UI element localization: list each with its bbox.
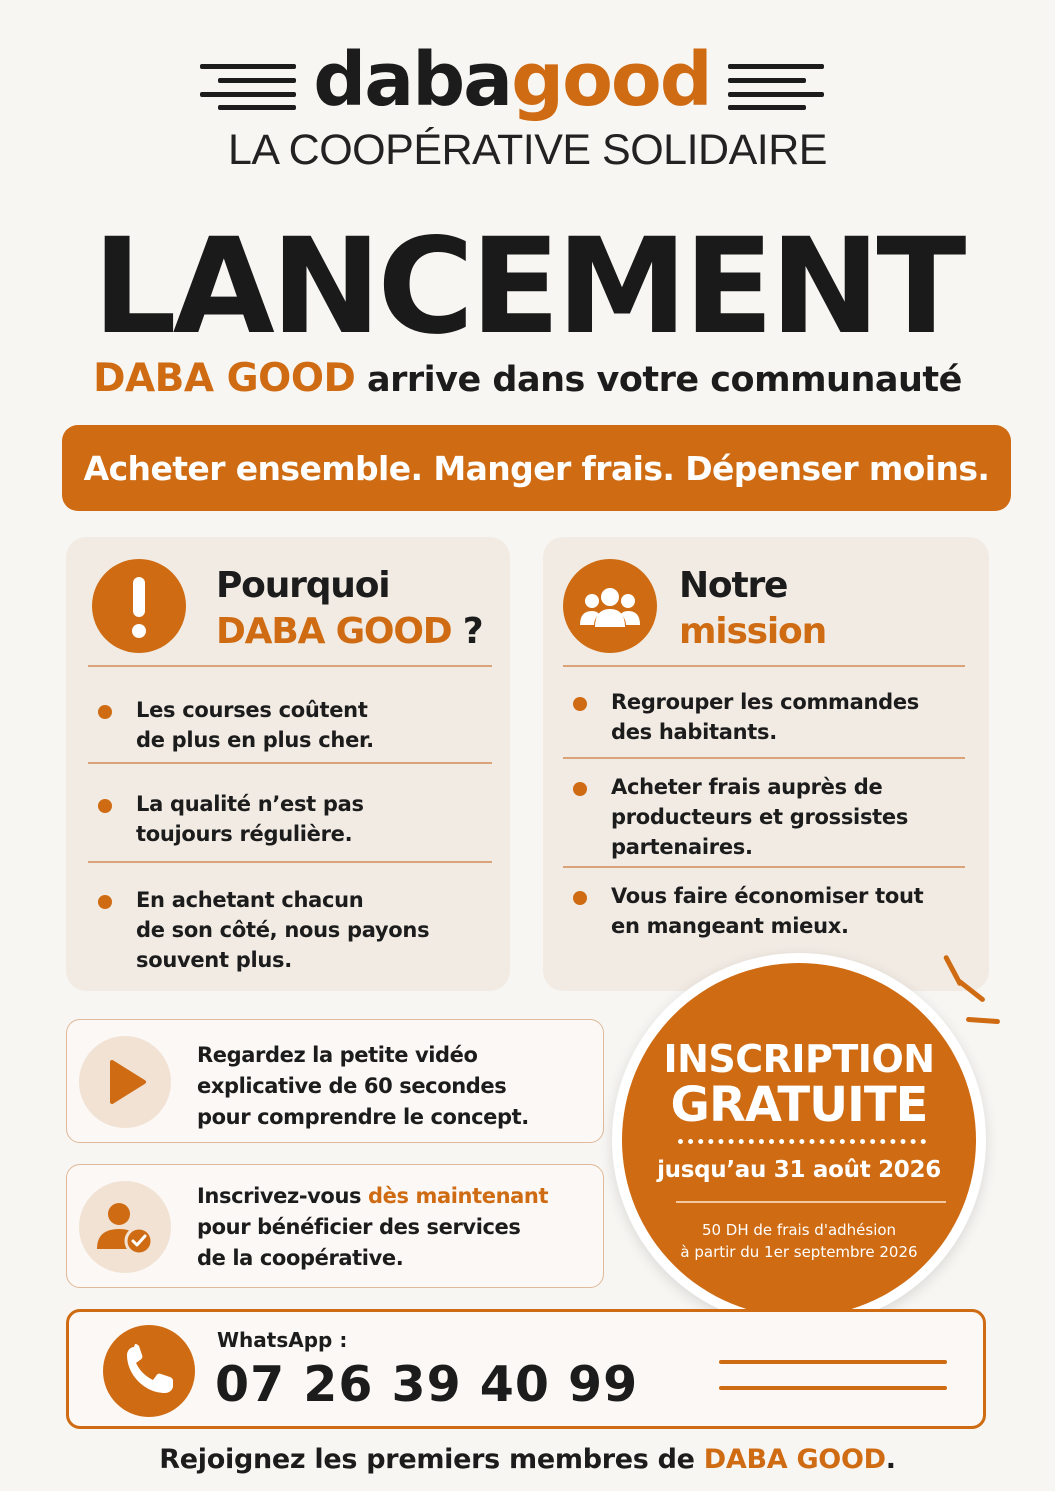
group-icon — [563, 559, 657, 653]
signup-highlight: dès maintenant — [368, 1184, 549, 1208]
phone-number[interactable]: 07 26 39 40 99 — [215, 1356, 639, 1413]
mission-item-1-line1: Regrouper les commandes — [611, 690, 920, 714]
footer-end: . — [885, 1444, 896, 1475]
divider — [563, 665, 965, 667]
badge-deadline: jusqu’au 31 août 2026 — [657, 1157, 941, 1183]
user-check-icon — [79, 1181, 171, 1273]
list-item — [563, 881, 965, 945]
divider — [88, 665, 492, 667]
why-title — [216, 563, 482, 655]
exclamation-icon — [92, 559, 186, 653]
divider — [676, 1201, 946, 1203]
whatsapp-label: WhatsApp : — [217, 1328, 348, 1352]
logo-part-daba: daba — [313, 37, 512, 123]
decorative-line — [719, 1386, 947, 1390]
badge-note — [622, 1219, 976, 1263]
bullet-dot — [573, 782, 587, 796]
video-line1: Regardez la petite vidéo — [197, 1043, 478, 1067]
subheadline-brand: DABA GOOD — [93, 356, 356, 401]
play-icon[interactable] — [79, 1036, 171, 1128]
why-title-mark: ? — [451, 611, 483, 652]
why-card — [66, 537, 510, 991]
badge-line2: GRATUITE — [670, 1077, 928, 1133]
mission-item-3-line2: en mangeant mieux. — [611, 914, 849, 938]
signup-line1: Inscrivez-vous — [197, 1184, 369, 1208]
bullet-dot — [98, 799, 112, 813]
why-item-1-line1: Les courses coûtent — [136, 698, 368, 722]
logo-speed-lines-left — [200, 64, 296, 110]
mission-item-2-line1: Acheter frais auprès de — [611, 775, 883, 799]
video-line2: explicative de 60 secondes — [197, 1074, 507, 1098]
footer-cta — [0, 1444, 1055, 1475]
subheadline-text: arrive dans votre communauté — [355, 360, 962, 400]
why-item-3-line3: souvent plus. — [136, 948, 292, 972]
mission-item-1-line2: des habitants. — [611, 720, 777, 744]
free-registration-badge — [612, 953, 986, 1327]
list-item — [88, 695, 492, 759]
list-item — [88, 789, 492, 853]
headline: LANCEMENT — [92, 210, 963, 364]
why-item-2-line1: La qualité n’est pas — [136, 792, 364, 816]
mission-item-2-line2: producteurs et grossistes — [611, 805, 909, 829]
bullet-dot — [573, 891, 587, 905]
signup-callout — [66, 1164, 604, 1288]
mission-title-line2: mission — [679, 611, 827, 652]
bullet-dot — [98, 705, 112, 719]
list-item — [563, 772, 965, 868]
signup-text — [197, 1181, 597, 1274]
why-item-3-line1: En achetant chacun — [136, 888, 364, 912]
mission-item-2-line3: partenaires. — [611, 835, 753, 859]
phone-icon[interactable] — [103, 1325, 195, 1417]
why-item-3-line2: de son côté, nous payons — [136, 918, 430, 942]
logo-part-good: good — [511, 37, 711, 123]
why-item-1-line2: de plus en plus cher. — [136, 728, 374, 752]
mission-card — [543, 537, 989, 991]
logo-wordmark — [300, 38, 724, 122]
signup-line3: de la coopérative. — [197, 1246, 404, 1270]
footer-brand: DABA GOOD — [703, 1444, 886, 1475]
video-text — [197, 1040, 597, 1133]
why-title-brand: DABA GOOD — [216, 611, 452, 652]
tagline: LA COOPÉRATIVE SOLIDAIRE — [228, 126, 827, 174]
mission-item-3-line1: Vous faire économiser tout — [611, 884, 924, 908]
logo-speed-lines-right — [728, 64, 824, 110]
logo — [0, 37, 1055, 124]
slogan-banner: Acheter ensemble. Manger frais. Dépenser moins. — [62, 425, 1011, 511]
signup-line2: pour bénéficier des services — [197, 1215, 521, 1239]
decorative-line — [719, 1360, 947, 1364]
divider — [88, 861, 492, 863]
subheadline — [0, 356, 1055, 401]
bullet-dot — [98, 895, 112, 909]
divider — [563, 757, 965, 759]
badge-line1: INSCRIPTION — [663, 1037, 935, 1081]
bullet-dot — [573, 697, 587, 711]
mission-title-line1: Notre — [679, 565, 788, 606]
video-callout[interactable] — [66, 1019, 604, 1143]
video-line3: pour comprendre le concept. — [197, 1105, 529, 1129]
divider — [88, 762, 492, 764]
mission-title — [679, 563, 826, 655]
list-item — [563, 687, 965, 751]
why-title-line1: Pourquoi — [216, 565, 390, 606]
footer-text: Rejoignez les premiers membres de — [159, 1444, 704, 1475]
divider — [563, 866, 965, 868]
why-item-2-line2: toujours régulière. — [136, 822, 353, 846]
whatsapp-contact[interactable] — [66, 1309, 986, 1429]
badge-note-line1: 50 DH de frais d'adhésion — [701, 1221, 897, 1239]
list-item — [88, 885, 492, 981]
dotted-divider — [678, 1139, 926, 1144]
badge-circle — [622, 963, 976, 1317]
badge-note-line2: à partir du 1er septembre 2026 — [680, 1243, 918, 1261]
burst-line — [966, 1017, 1000, 1024]
